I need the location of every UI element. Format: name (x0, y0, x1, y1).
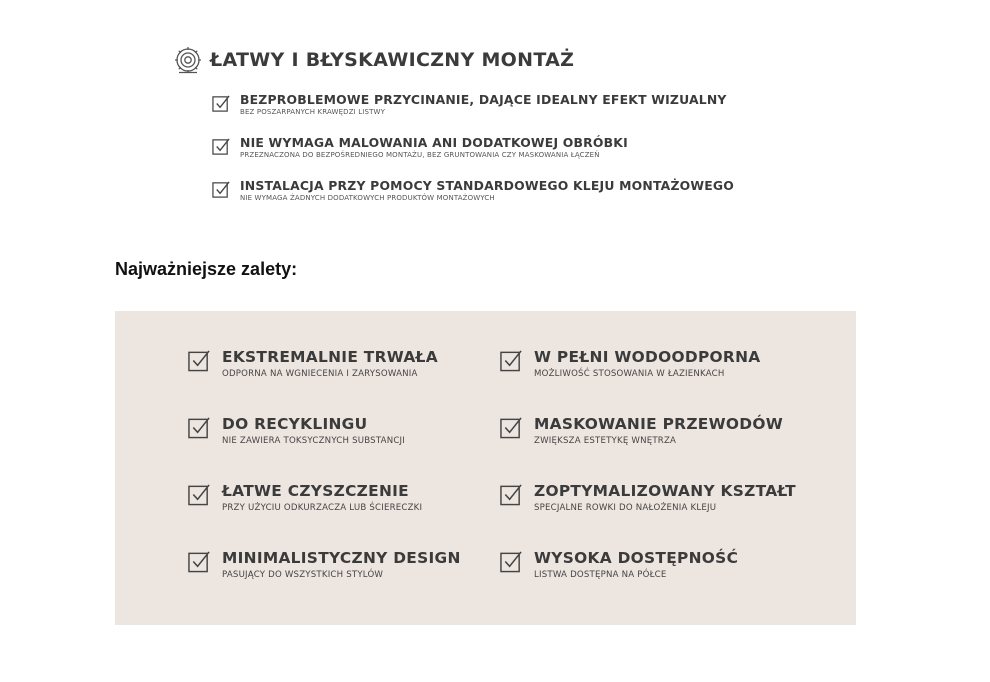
zalety-item-title: W PEŁNI WODOODPORNA (534, 348, 761, 366)
zalety-item (500, 348, 800, 415)
zalety-item-text (534, 482, 796, 514)
montaz-item (212, 92, 774, 134)
montaz-item (212, 178, 774, 220)
zalety-item-text (222, 348, 438, 380)
montaz-title: ŁATWY I BŁYSKAWICZNY MONTAŻ (210, 49, 575, 71)
checkbox-icon (212, 94, 231, 113)
montaz-item-subtitle: BEZ POSZARPANYCH KRAWĘDZI LISTWY (240, 108, 386, 116)
montaz-item-subtitle: NIE WYMAGA ŻADNYCH DODATKOWYCH PRODUKTÓW MONTAŻOWYCH (240, 194, 495, 202)
zalety-item-title: WYSOKA DOSTĘPNOŚĆ (534, 549, 739, 567)
zalety-item (500, 549, 800, 616)
checkbox-icon (500, 483, 523, 506)
zalety-item-text (222, 415, 405, 447)
checkbox-icon (212, 180, 231, 199)
zalety-item-subtitle: SPECJALNE ROWKI DO NAŁOŻENIA KLEJU (534, 503, 717, 513)
montaz-item-text (240, 92, 727, 117)
montaz-item-subtitle: PRZEZNACZONA DO BEZPOŚREDNIEGO MONTAŻU, BEZ GRUNTOWANIA CZY MASKOWANIA ŁĄCZEŃ (240, 151, 600, 159)
zalety-item (188, 482, 500, 549)
zalety-item-subtitle: PRZY UŻYCIU ODKURZACZA LUB ŚCIERECZKI (222, 503, 423, 513)
montaz-item-title: NIE WYMAGA MALOWANIA ANI DODATKOWEJ OBRÓBKI (240, 135, 628, 150)
zalety-item-title: DO RECYKLINGU (222, 415, 368, 433)
zalety-item-text (534, 348, 760, 380)
checkbox-icon (188, 349, 211, 372)
zalety-item-title: MASKOWANIE PRZEWODÓW (534, 415, 784, 433)
zalety-item (500, 415, 800, 482)
montaz-item-title: INSTALACJA PRZY POMOCY STANDARDOWEGO KLEJU MONTAŻOWEGO (240, 178, 734, 193)
zalety-item (188, 415, 500, 482)
zalety-heading: Najważniejsze zalety: (115, 259, 298, 279)
montaz-list (212, 92, 774, 220)
zalety-item-text (222, 482, 422, 514)
zalety-item-title: MINIMALISTYCZNY DESIGN (222, 549, 461, 567)
zalety-item-subtitle: PASUJĄCY DO WSZYSTKICH STYLÓW (222, 570, 384, 580)
montaz-item-title: BEZPROBLEMOWE PRZYCINANIE, DAJĄCE IDEALNY EFEKT WIZUALNY (240, 92, 727, 107)
zalety-item (500, 482, 800, 549)
montaz-section (174, 42, 774, 221)
zalety-item-subtitle: NIE ZAWIERA TOKSYCZNYCH SUBSTANCJI (222, 436, 405, 446)
zalety-grid (188, 348, 800, 616)
checkbox-icon (188, 416, 211, 439)
zalety-item-subtitle: MOŻLIWOŚĆ STOSOWANIA W ŁAZIENKACH (534, 369, 725, 379)
montaz-item (212, 135, 774, 177)
zalety-item (188, 348, 500, 415)
checkbox-icon (188, 483, 211, 506)
zalety-panel (115, 311, 856, 625)
checkbox-icon (500, 416, 523, 439)
zalety-item-title: ŁATWE CZYSZCZENIE (222, 482, 409, 500)
montaz-header (174, 42, 774, 78)
checkbox-icon (188, 550, 211, 573)
checkbox-icon (212, 137, 231, 156)
zalety-item-text (534, 415, 783, 447)
zalety-item-text (222, 549, 461, 581)
zalety-item-subtitle: LISTWA DOSTĘPNA NA PÓŁCE (534, 570, 667, 580)
checkbox-icon (500, 349, 523, 372)
montaz-item-text (240, 135, 628, 160)
zalety-item-text (534, 549, 738, 581)
checkbox-icon (500, 550, 523, 573)
zalety-item-title: EKSTREMALNIE TRWAŁA (222, 348, 438, 366)
zalety-item-title: ZOPTYMALIZOWANY KSZTAŁT (534, 482, 796, 500)
montaz-item-text (240, 178, 734, 203)
zalety-item-subtitle: ODPORNA NA WGNIECENIA I ZARYSOWANIA (222, 369, 418, 379)
zalety-item-subtitle: ZWIĘKSZA ESTETYKĘ WNĘTRZA (534, 436, 677, 446)
gear-icon (174, 46, 202, 74)
zalety-item (188, 549, 500, 616)
